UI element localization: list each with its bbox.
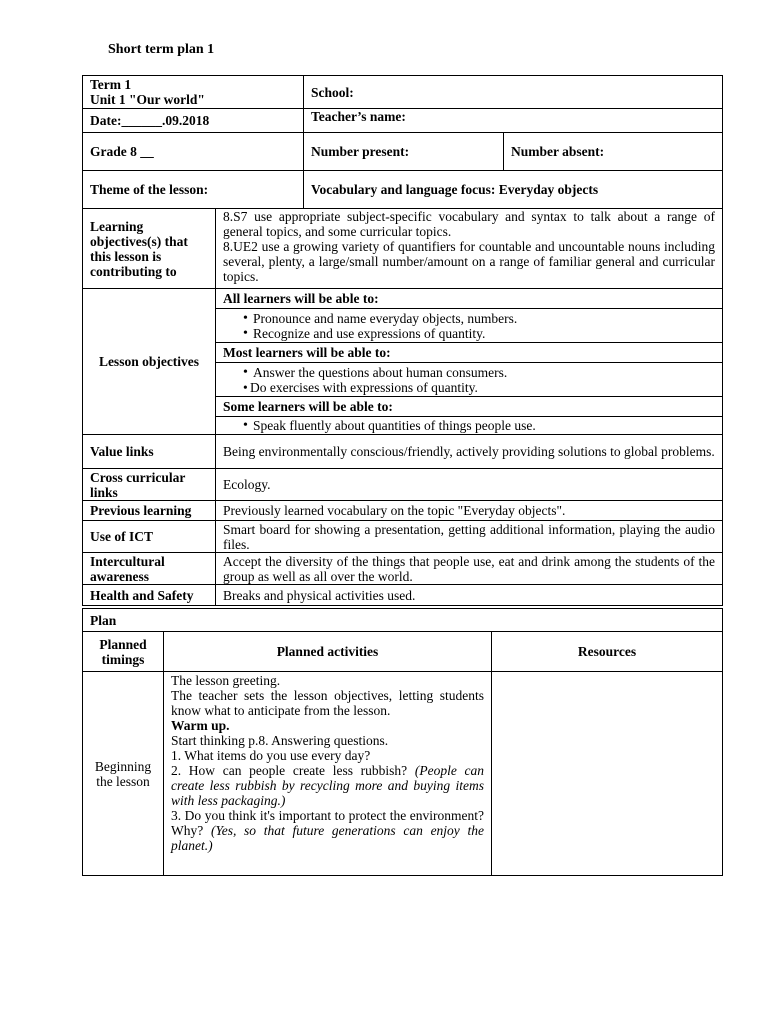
number-absent-label: Number absent: [504,133,723,171]
lesson-objectives-label: Lesson objectives [83,289,216,435]
all-learners-label: All learners will be able to: [216,289,723,309]
number-present-label: Number present: [304,133,504,171]
most-learners-list [216,363,723,397]
plan-label: Plan [83,609,723,632]
cross-curricular-text: Ecology. [216,469,723,501]
greeting-text: The lesson greeting. [171,673,281,688]
objective-8s7: 8.S7 use appropriate subject-specific vocabulary and syntax to talk about a range of general topics, and some curricular topics. [223,209,715,239]
bullet-icon: • [243,379,248,395]
teacher-label: Teacher’s name: [304,109,723,133]
resources-header: Resources [492,632,723,672]
value-links-label: Value links [83,435,216,469]
list-item: • Speak fluently about quantities of things people use. [223,418,715,433]
objectives-table [82,208,723,606]
health-safety-text: Breaks and physical activities used. [216,585,723,606]
list-item: • Pronounce and name everyday objects, numbers. [223,311,715,326]
previous-learning-label: Previous learning [83,501,216,521]
some-learners-list [216,417,723,435]
school-label: School: [304,76,723,109]
cross-curricular-label: Cross curricular links [83,469,216,501]
theme-value: Vocabulary and language focus: Everyday objects [304,171,723,209]
learning-objectives-text [216,209,723,289]
theme-label: Theme of the lesson: [83,171,304,209]
list-item-text: Do exercises with expressions of quantity. [250,379,478,395]
use-of-ict-label: Use of ICT [83,521,216,553]
question-3-text: 3. Do you think it's important to protect the environment? Why? [171,808,484,838]
answer-2: (People can create less rubbish by recycling more and buying items with less packaging.) [171,763,484,808]
resources-cell [492,672,723,876]
health-safety-label: Health and Safety [83,585,216,606]
document-title: Short term plan 1 [108,42,215,57]
list-item: • Answer the questions about human consumers. [223,365,715,380]
use-of-ict-text: Smart board for showing a presentation, getting additional information, playing the audio files. [216,521,723,553]
intercultural-text: Accept the diversity of the things that people use, eat and drink among the students of the group as well as all over the world. [216,553,723,585]
intercultural-label: Intercultural awareness [83,553,216,585]
list-item [223,380,715,395]
learning-objectives-label: Learning objectives(s) that this lesson is contributing to [83,209,216,289]
header-table [82,75,723,209]
warm-up-heading: Warm up. [171,718,230,733]
value-links-text: Being environmentally conscious/friendly, actively providing solutions to global problems. [216,435,723,469]
stage-beginning: Beginning the lesson [83,672,164,876]
question-2-text: 2. How can people create less rubbish? [171,763,408,778]
question-1: 1. What items do you use every day? [171,748,371,763]
activities-cell [164,672,492,876]
answer-3: (Yes, so that future generations can enjoy the planet.) [171,823,485,853]
term-label: Term 1 [90,77,132,92]
planned-activities-header: Planned activities [164,632,492,672]
start-thinking-text: Start thinking p.8. Answering questions. [171,733,389,748]
list-item: • Recognize and use expressions of quantity. [223,326,715,341]
question-3 [171,808,484,853]
planned-timings-header: Planned timings [83,632,164,672]
objective-8ue2: 8.UE2 use a growing variety of quantifiers for countable and uncountable nouns including several, plenty, a large/small number/amount on a range of familiar general and curricular topics. [223,239,715,284]
most-learners-label: Most learners will be able to: [216,343,723,363]
date-label: Date:______.09.2018 [90,113,210,128]
previous-learning-text: Previously learned vocabulary on the topic "Everyday objects". [216,501,723,521]
grade-label: Grade 8 __ [83,133,304,171]
objectives-text: The teacher sets the lesson objectives, letting students know what to anticipate from the lesson. [171,688,484,718]
date-cell [83,109,304,133]
some-learners-label: Some learners will be able to: [216,397,723,417]
all-learners-list [216,309,723,343]
question-2 [171,763,484,808]
unit-label: Unit 1 "Our world" [90,92,205,107]
plan-table [82,608,723,876]
term-unit-cell [83,76,304,109]
